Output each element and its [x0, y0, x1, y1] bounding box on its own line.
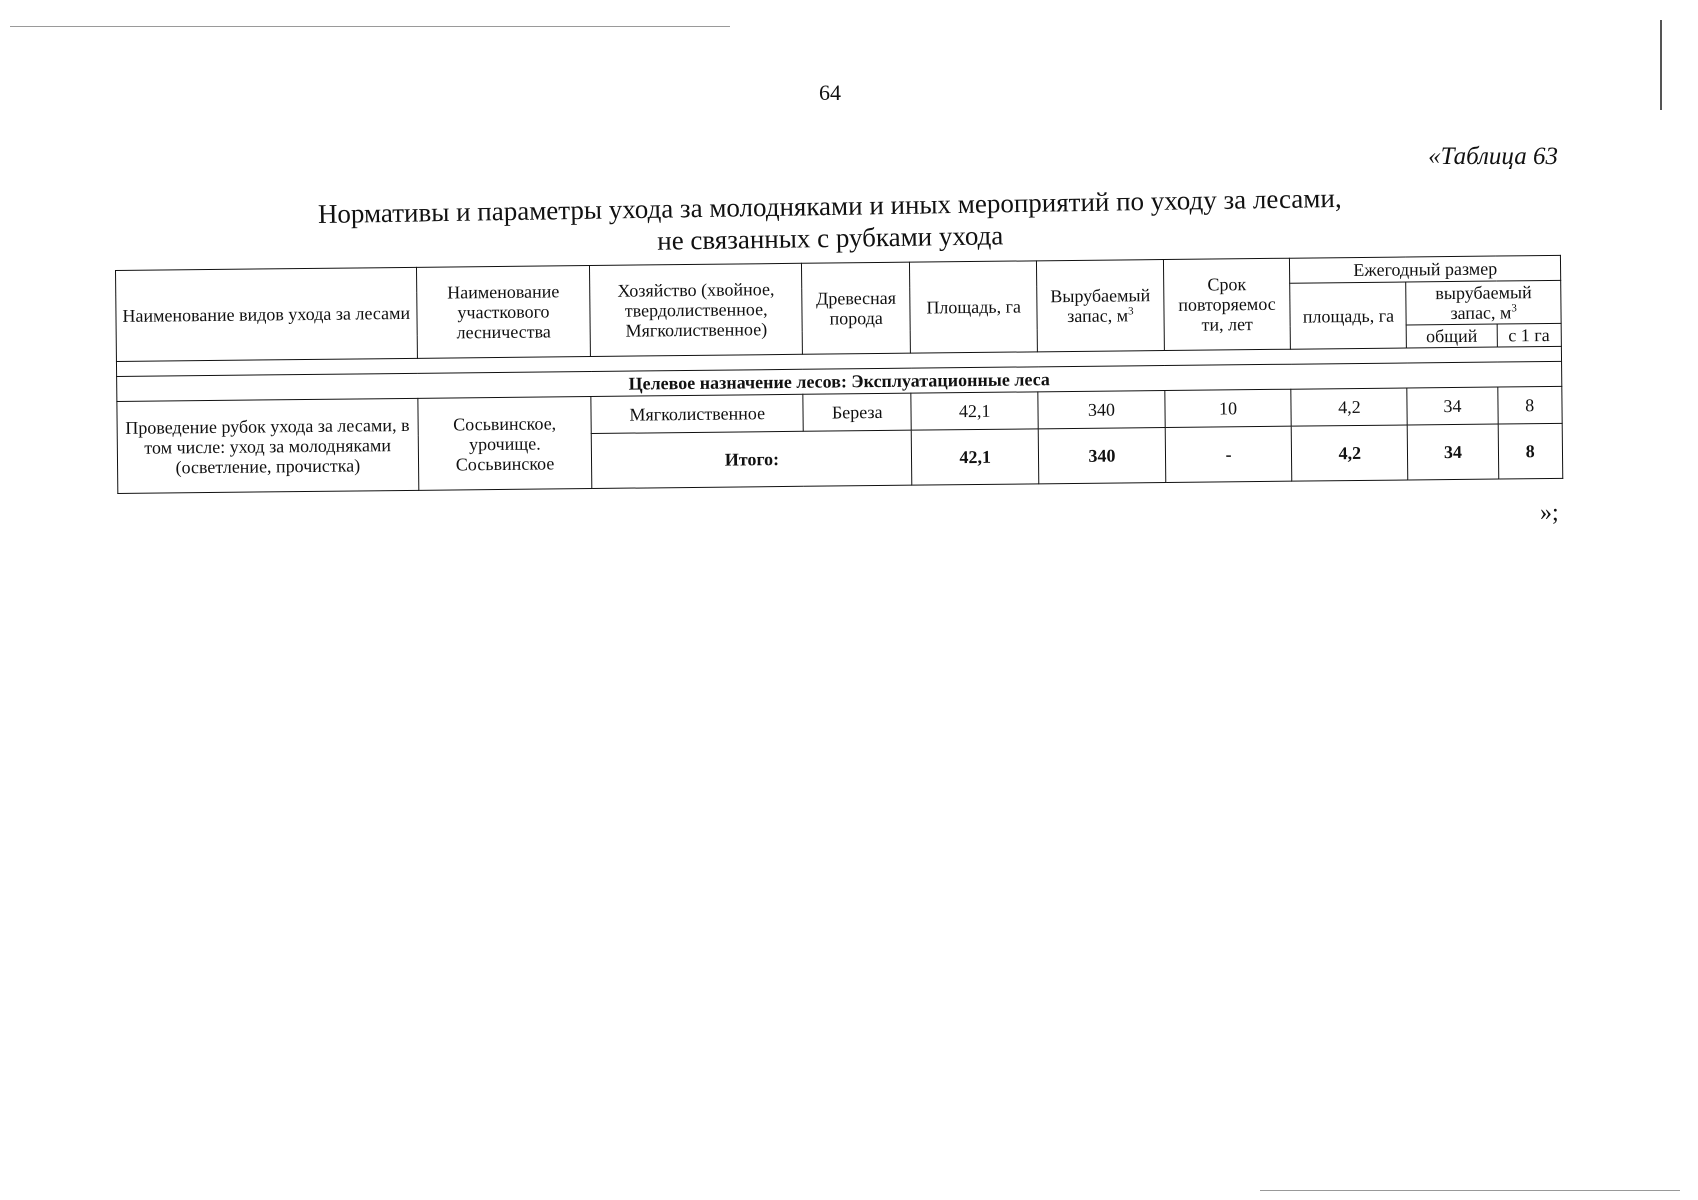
header-forestry: Наименование участкового лесничества — [416, 266, 591, 359]
header-species: Древесная порода — [801, 262, 910, 354]
header-total: общий — [1406, 324, 1496, 348]
cell-area: 42,1 — [911, 392, 1038, 430]
page-number: 64 — [819, 80, 841, 105]
total-area: 42,1 — [912, 429, 1039, 485]
title-line-1: Нормативы и параметры ухода за молодняками и иных мероприятий по уходу за лесами, — [317, 182, 1342, 230]
section-title: Целевое назначение лесов: Эксплуатационные леса — [117, 361, 1562, 401]
title-line-2: не связанных с рубками ухода — [656, 220, 1004, 256]
header-stock-sup: 3 — [1128, 305, 1134, 318]
cell-kind: Проведение рубок ухода за лесами, в том числе: уход за молодняками (осветление, прочистка) — [117, 398, 419, 493]
header-annual-stock-text: вырубаемый запас, м — [1435, 282, 1532, 324]
header-kind: Наименование видов ухода за лесами — [116, 267, 418, 361]
cell-economy: Мягколиственное — [591, 394, 803, 433]
total-label: Итого: — [592, 430, 912, 488]
cell-period: 10 — [1165, 389, 1292, 427]
closing-quote: »; — [1540, 500, 1559, 526]
scan-edge-line — [1260, 1190, 1680, 1191]
header-stock-text: Вырубаемый запас, м — [1050, 285, 1151, 327]
header-stock — [1037, 260, 1165, 352]
total-annual-area: 4,2 — [1292, 425, 1409, 481]
header-economy: Хозяйство (хвойное, твердолиственное, Мягколиственное) — [590, 263, 802, 356]
cell-species: Береза — [803, 393, 912, 431]
total-annual-per-ha: 8 — [1498, 423, 1563, 479]
document-title — [270, 181, 1391, 263]
table-label: «Таблица 63 — [1428, 143, 1558, 170]
total-annual-total: 34 — [1408, 424, 1499, 480]
header-annual-stock-sup: 3 — [1511, 302, 1517, 315]
total-period: - — [1165, 426, 1292, 482]
header-period: Срок повторяемос ти, лет — [1163, 258, 1291, 350]
norms-table-wrapper — [115, 255, 1563, 494]
cell-annual-per-ha: 8 — [1497, 386, 1562, 424]
cell-annual-area: 4,2 — [1291, 388, 1407, 426]
header-annual-stock — [1406, 280, 1561, 325]
cell-annual-total: 34 — [1407, 387, 1498, 425]
header-area: Площадь, га — [910, 261, 1038, 353]
total-stock: 340 — [1038, 428, 1165, 484]
scan-edge-line — [1660, 20, 1662, 110]
scan-edge-line — [10, 26, 730, 27]
header-annual: Ежегодный размер — [1290, 255, 1561, 283]
header-annual-area: площадь, га — [1290, 282, 1407, 349]
norms-table — [115, 255, 1563, 494]
cell-forestry: Сосьвинское, урочище. Сосьвинское — [417, 397, 592, 491]
header-per-ha: с 1 га — [1497, 323, 1562, 347]
cell-stock: 340 — [1038, 391, 1165, 429]
